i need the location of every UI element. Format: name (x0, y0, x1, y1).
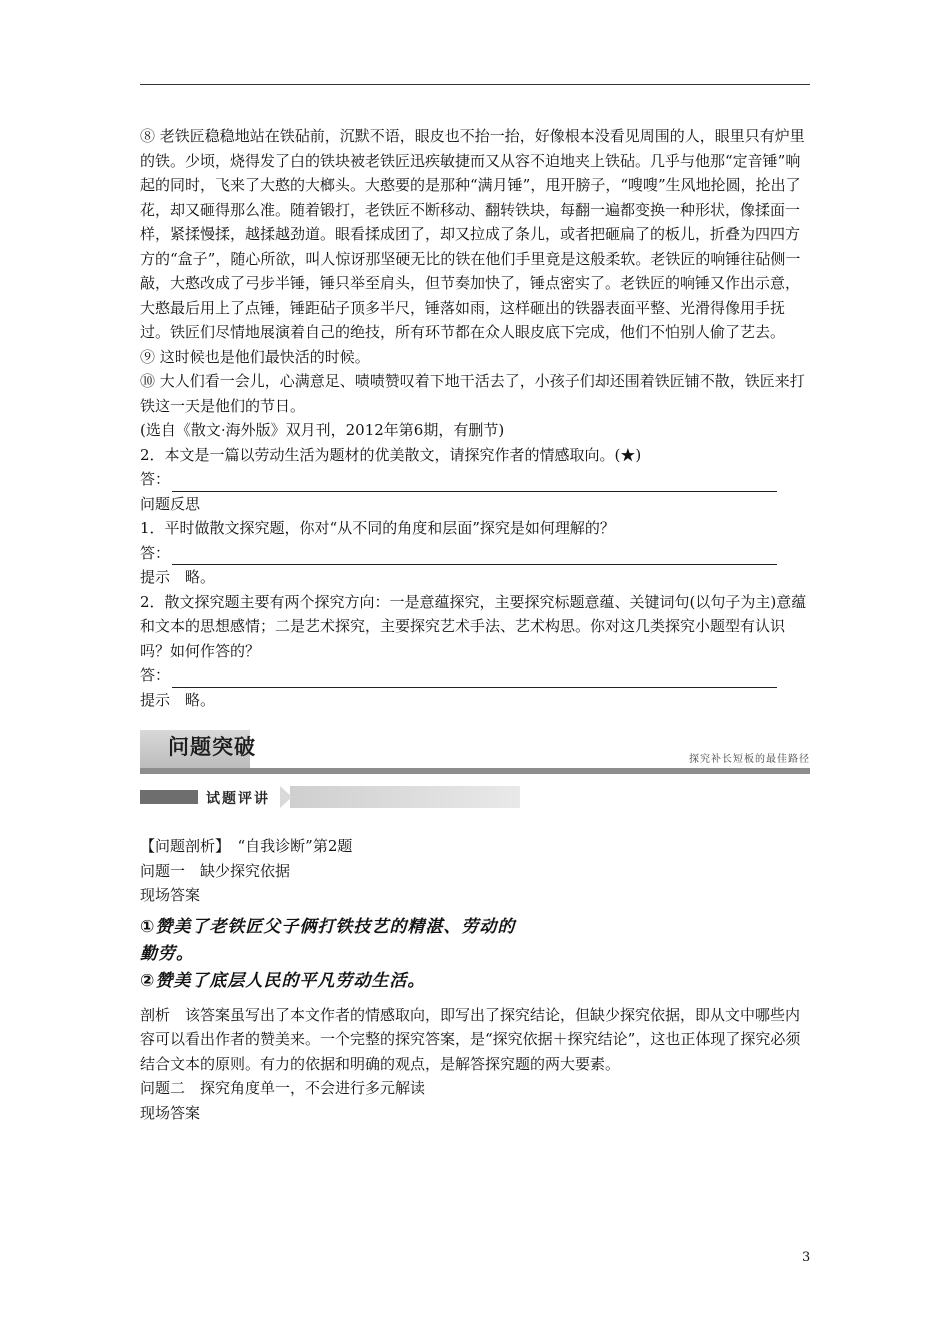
subsection-label: 试题评讲 (206, 791, 270, 807)
section-banner (140, 730, 812, 774)
live-answer-label: 现场答案 (140, 886, 201, 904)
handwritten-answer (140, 914, 812, 995)
handwritten-line-3: ②赞美了底层人民的平凡劳动生活。 (140, 970, 426, 991)
page-content (140, 124, 812, 1125)
question-2: 2．本文是一篇以劳动生活为题材的优美散文，请探究作者的情感取向。(★) (140, 445, 642, 464)
section-subtitle: 探究补长短板的最佳路径 (689, 754, 810, 765)
answer-label: 答： (140, 666, 171, 684)
reflection-hint-2: 提示 略。 (140, 690, 216, 709)
answer-row-1 (140, 467, 812, 492)
problem-2: 问题二 探究角度单一，不会进行多元解读 (140, 1079, 426, 1097)
header-rule (140, 84, 810, 85)
answer-label: 答： (140, 543, 171, 562)
handwritten-line-1: ①赞美了老铁匠父子俩打铁技艺的精湛、劳动的 (140, 916, 516, 937)
page-number: 3 (802, 1250, 811, 1265)
passage-paragraph-8: ⑧ 老铁匠稳稳地站在铁砧前，沉默不语，眼皮也不抬一抬，好像根本没看见周围的人，眼里只有炉里的铁。少顷，烧得发了白的铁块被老铁匠迅疾敏捷而又从容不迫地夹上铁砧。几乎与他那“定音锤”响起的同时，飞来了大憨的大榔头。大憨要的是那种“满月锤”，甩开膀子，“嗖嗖”生风地抡圆，抡出了花，却又砸得那么准。随着锻打，老铁匠不断移动、翻转铁块，每翻一遍都变换一种形状，像揉面一样，紧揉慢揉，越揉越劲道。眼看揉成团了，却又拉成了条儿，或者把砸扁了的板儿，折叠为四四方方的“盒子”，随心所欲，叫人惊讶那坚硬无比的铁在他们手里竟是这般柔软。老铁匠的响锤往砧侧一敲，大憨改成了弓步半锤，锤只举至肩头，但节奏加快了，锤点密实了。老铁匠的响锤又作出示意，大憨最后用上了点锤，锤距砧子顶多半尺，锤落如雨，这样砸出的铁器表面平整、光滑得像用手抚过。铁匠们尽情地展演着自己的绝技，所有环节都在众人眼皮底下完成，他们不怕别人偷了艺去。 (140, 127, 805, 341)
subsection-arrow-icon (280, 786, 292, 808)
handwritten-line-2: 勤劳。 (140, 943, 194, 964)
answer-label: 答： (140, 470, 171, 488)
reflection-hint-1: 提示 略。 (140, 568, 216, 586)
reflection-question-2: 2．散文探究题主要有两个探究方向：一是意蕴探究，主要探究标题意蕴、关键词句(以句子为主)意蕴和文本的思想感情；二是艺术探究，主要探究艺术手法、艺术构思。你对这几类探究小题型有认识吗？如何作答的？ (140, 592, 807, 660)
passage-paragraph-10: ⑩ 大人们看一会儿，心满意足、啧啧赞叹着下地干活去了，小孩子们却还围着铁匠铺不散，铁匠来打铁这一天是他们的节日。 (140, 372, 805, 415)
subsection-fade-bar (290, 786, 520, 808)
analysis-commentary: 剖析 该答案虽写出了本文作者的情感取向，即写出了探究结论，但缺少探究依据，即从文中哪些内容可以看出作者的赞美来。一个完整的探究答案，是“探究依据＋探究结论”，这也正体现了探究必须结合文本的原则。有力的依据和明确的观点，是解答探究题的两大要素。 (140, 1005, 801, 1073)
subsection-marker (140, 790, 198, 804)
section-title: 问题突破 (168, 735, 256, 759)
answer-row-3 (140, 663, 812, 688)
reflection-question-1: 1．平时做散文探究题，你对“从不同的角度和层面”探究是如何理解的？ (140, 519, 615, 537)
answer-blank-line[interactable] (172, 546, 777, 565)
answer-blank-line[interactable] (172, 473, 777, 492)
subsection-banner (140, 786, 812, 808)
live-answer-label-2: 现场答案 (140, 1103, 201, 1122)
problem-1: 问题一 缺少探究依据 (140, 861, 291, 880)
answer-blank-line[interactable] (172, 669, 777, 688)
passage-source: (选自《散文·海外版》双月刊，2012年第6期，有删节) (140, 421, 505, 439)
analysis-header: 【问题剖析】 “自我诊断”第2题 (140, 837, 353, 855)
answer-row-2 (140, 541, 812, 566)
passage-paragraph-9: ⑨ 这时候也是他们最快活的时候。 (140, 347, 370, 366)
reflection-heading: 问题反思 (140, 494, 201, 513)
